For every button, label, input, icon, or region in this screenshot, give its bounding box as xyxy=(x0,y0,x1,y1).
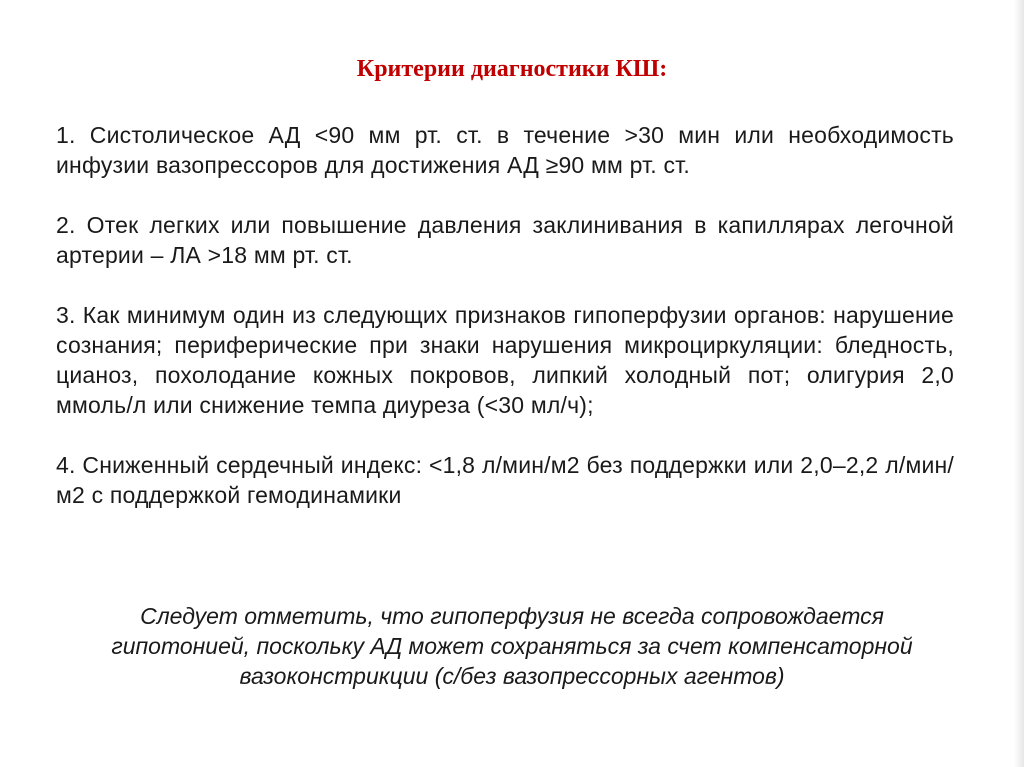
criterion-1: 1. Систолическое АД <90 мм рт. ст. в течение >30 мин или необходимость инфузии вазопрессоров для достижения АД ≥90 мм рт. ст. xyxy=(56,122,954,178)
criterion-4: 4. Сниженный сердечный индекс: <1,8 л/мин/м2 без поддержки или 2,0–2,2 л/мин/м2 с поддержкой гемодинамики xyxy=(56,452,954,508)
criterion-3: 3. Как минимум один из следующих признаков гипоперфузии органов: нарушение сознания; периферические при знаки нарушения микроциркуляции: бледность, цианоз, похолодание кожных покровов, липкий холодный пот; олигурия 2,0 ммоль/л или снижение темпа диуреза (<30 мл/ч); xyxy=(56,302,954,418)
italic-note: Следует отметить, что гипоперфузия не всегда сопровождается гипотонией, поскольку АД может сохраняться за счет компенсаторной вазоконстрикции (с/без вазопрессорных агентов) xyxy=(111,603,913,689)
criterion-2: 2. Отек легких или повышение давления заклинивания в капиллярах легочной артерии – ЛА >18 мм рт. ст. xyxy=(56,212,954,268)
slide-title: Критерии диагностики КШ: xyxy=(356,56,668,82)
criteria-list xyxy=(56,120,954,540)
page-edge-shadow xyxy=(1014,0,1024,767)
